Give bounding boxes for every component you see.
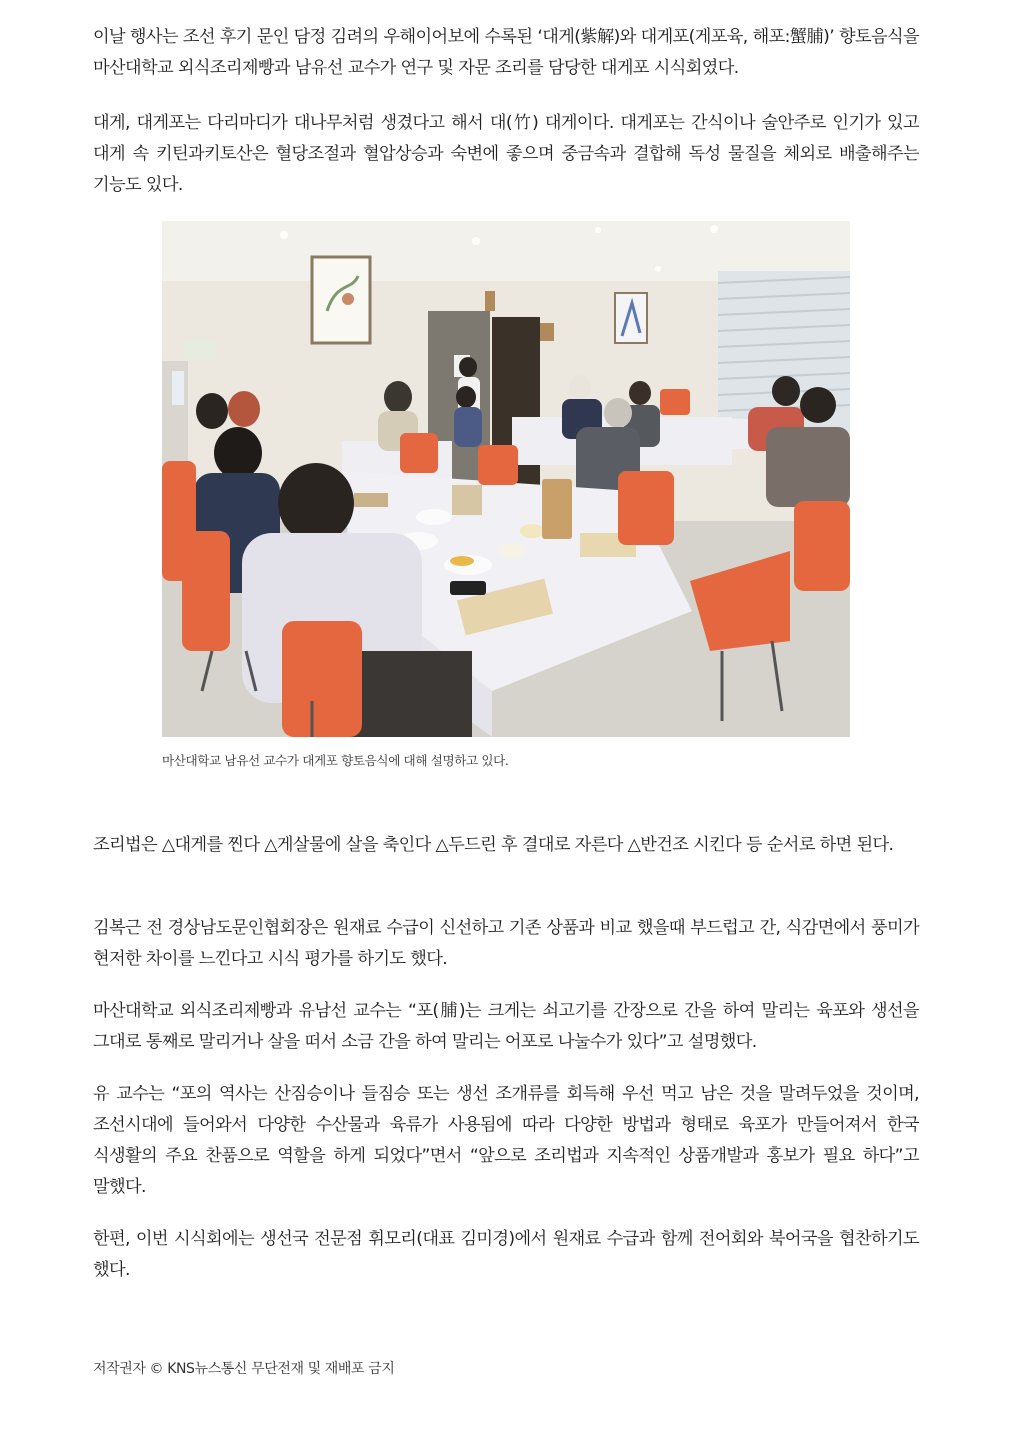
article-paragraph: 유 교수는 “포의 역사는 산짐승이나 들짐승 또는 생선 조개류를 회득해 우선 먹고 남은 것을 말려두었을 것이며, 조선시대에 들어와서 다양한 수산물과 육류가 사용됨에 따라 다양한 방법과 형태로 육포가 만들어져서 한국 식생활의 주요 찬품으로 역할을 하게 되었다”면서 “앞으로 조리법과 지속적인 상품개발과 홍보가 필요 하다”고 말했다. [93, 1084, 919, 1197]
article-paragraph: 조리법은 △대게를 찐다 △게살물에 살을 축인다 △두드린 후 결대로 자른다 △반건조 시킨다 등 순서로 하면 된다. [93, 835, 894, 855]
article-paragraph: 이날 행사는 조선 후기 문인 담정 김려의 우해이어보에 수록된 ‘대게(紫解)와 대게포(게포육, 해포:蟹脯)’ 향토음식을 마산대학교 외식조리제빵과 남유선 교수가 연구 및 자문 조리를 담당한 대게포 시식회였다. [93, 27, 919, 78]
article-paragraph: 마산대학교 외식조리제빵과 유남선 교수는 “포(脯)는 크게는 쇠고기를 간장으로 간을 하여 말리는 육포와 생선을 그대로 통째로 말리거나 살을 떠서 소금 간을 하여 말리는 어포로 나눌수가 있다”고 설명했다. [93, 1001, 919, 1052]
photo-caption: 마산대학교 남유선 교수가 대게포 향토음식에 대해 설명하고 있다. [162, 753, 509, 768]
copyright-notice: 저작권자 © KNS뉴스통신 무단전재 및 재배포 금지 [93, 1361, 395, 1377]
article-figure [162, 221, 850, 771]
article-paragraph: 대게, 대게포는 다리마디가 대나무처럼 생겼다고 해서 대(竹) 대게이다. 대게포는 간식이나 술안주로 인기가 있고 대게 속 키틴과키토산은 혈당조절과 혈압상승과 숙변에 좋으며 중금속과 결합해 독성 물질을 체외로 배출해주는 기능도 있다. [93, 113, 919, 195]
tasting-event-photo [162, 221, 850, 737]
article-paragraph: 한편, 이번 시식회에는 생선국 전문점 휘모리(대표 김미경)에서 원재료 수급과 함께 전어회와 북어국을 협찬하기도 했다. [93, 1229, 919, 1280]
article-paragraph: 김복근 전 경상남도문인협회장은 원재료 수급이 신선하고 기존 상품과 비교 했을때 부드럽고 간, 식감면에서 풍미가 현저한 차이를 느낀다고 시식 평가를 하기도 했다. [93, 918, 919, 969]
